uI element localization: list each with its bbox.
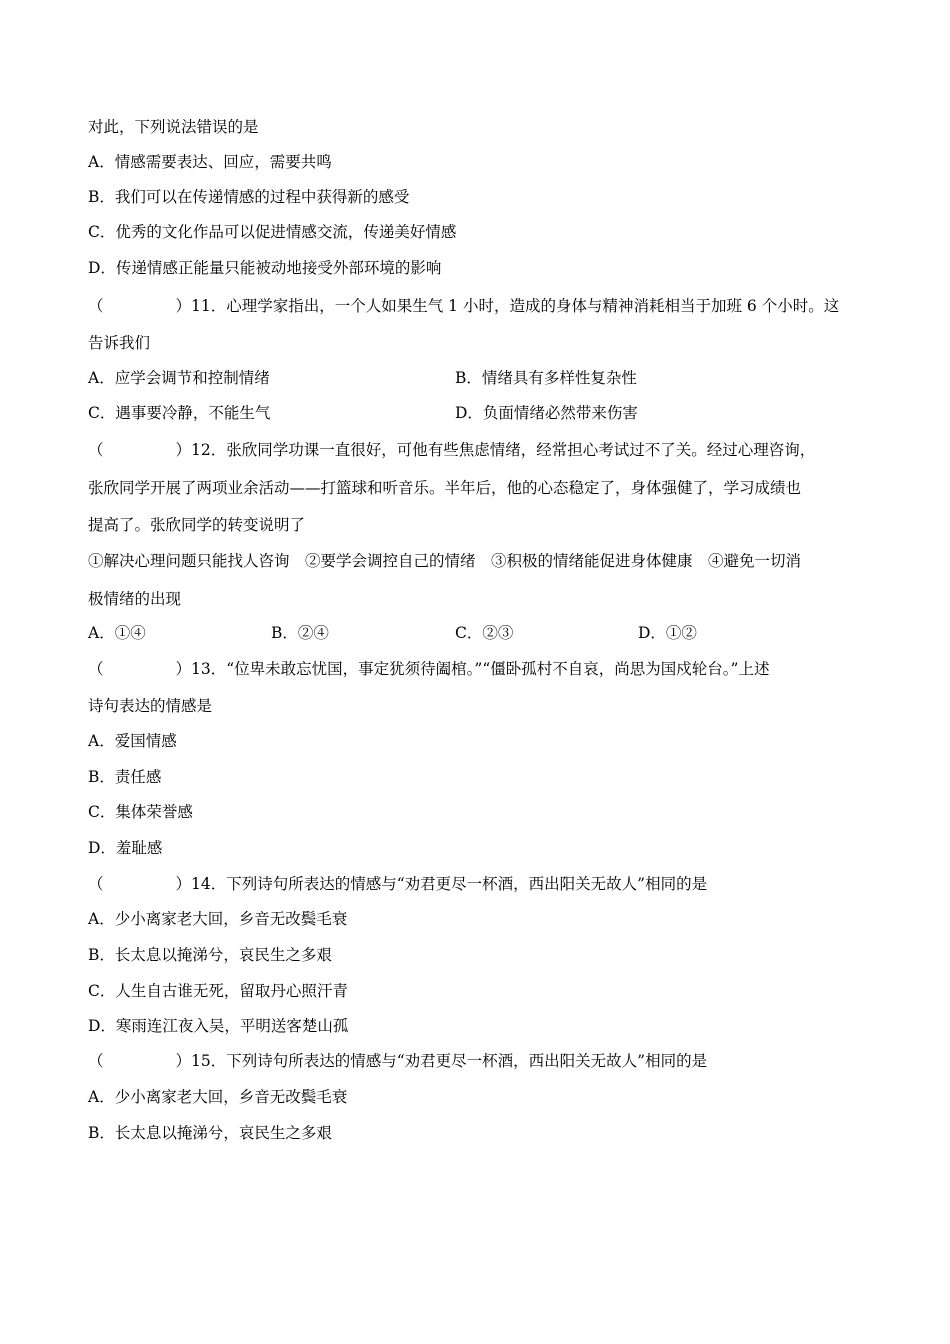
q13-answer-close: ） [175, 660, 192, 678]
q15-stem-line1 [88, 1051, 707, 1071]
q14-stem-line1 [88, 874, 707, 894]
q15-option-b: B．长太息以掩涕兮，哀民生之多艰 [88, 1124, 332, 1142]
q12-option-a: A．①④ [88, 624, 146, 642]
q12-option-d: D．①② [638, 624, 697, 642]
q14-option-d: D．寒雨连江夜入吴，平明送客楚山孤 [88, 1017, 349, 1035]
q10-stem-tail: 对此，下列说法错误的是 [88, 118, 259, 136]
q11-option-d: D．负面情绪必然带来伤害 [455, 404, 638, 422]
q15-stem-text: 15．下列诗句所表达的情感与“劝君更尽一杯酒，西出阳关无故人”相同的是 [191, 1052, 708, 1070]
q12-stem-text: 12．张欣同学功课一直很好，可他有些焦虑情绪，经常担心考试过不了关。经过心理咨询， [191, 441, 816, 459]
q12-answer-close: ） [175, 441, 192, 459]
q13-option-b: B．责任感 [88, 768, 162, 786]
q13-stem-text: 13．“位卑未敢忘忧国，事定犹须待阖棺。”“僵卧孤村不自哀，尚思为国戍轮台。”上述 [191, 660, 770, 678]
q14-option-c: C．人生自古谁无死，留取丹心照汗青 [88, 982, 348, 1000]
q12-stem-line1 [88, 440, 815, 460]
q12-option-c: C．②③ [455, 624, 514, 642]
q14-answer-close: ） [175, 875, 192, 893]
q12-statements-line2: 极情绪的出现 [88, 590, 182, 608]
q12-option-b: B．②④ [271, 624, 329, 642]
q10-option-d: D．传递情感正能量只能被动地接受外部环境的影响 [88, 259, 442, 277]
q10-option-c: C．优秀的文化作品可以促进情感交流，传递美好情感 [88, 223, 457, 241]
q15-answer-close: ） [175, 1052, 192, 1070]
q13-option-c: C．集体荣誉感 [88, 803, 193, 821]
q10-option-b: B．我们可以在传递情感的过程中获得新的感受 [88, 188, 410, 206]
q13-stem-line2: 诗句表达的情感是 [88, 697, 213, 715]
q14-option-a: A．少小离家老大回，乡音无改鬓毛衰 [88, 910, 348, 928]
q11-answer-open: （ [88, 297, 104, 315]
q11-stem-line2: 告诉我们 [88, 334, 151, 352]
q14-answer-open: （ [88, 875, 104, 893]
q15-option-a: A．少小离家老大回，乡音无改鬓毛衰 [88, 1088, 348, 1106]
q11-option-a: A．应学会调节和控制情绪 [88, 369, 270, 387]
q15-answer-open: （ [88, 1052, 104, 1070]
q14-option-b: B．长太息以掩涕兮，哀民生之多艰 [88, 946, 332, 964]
q11-answer-close: ） [175, 297, 192, 315]
q14-stem-text: 14．下列诗句所表达的情感与“劝君更尽一杯酒，西出阳关无故人”相同的是 [191, 875, 708, 893]
q12-statements-line1: ①解决心理问题只能找人咨询 ②要学会调控自己的情绪 ③积极的情绪能促进身体健康 ④避免一切消 [88, 552, 802, 570]
q13-option-d: D．羞耻感 [88, 839, 163, 857]
q12-stem-line3: 提高了。张欣同学的转变说明了 [88, 516, 306, 534]
q11-option-b: B．情绪具有多样性复杂性 [455, 369, 637, 387]
q11-stem-text: 11．心理学家指出，一个人如果生气 1 小时，造成的身体与精神消耗相当于加班 6 个小时。这 [191, 297, 840, 315]
q13-stem-line1 [88, 659, 769, 679]
q13-option-a: A．爱国情感 [88, 732, 177, 750]
q12-answer-open: （ [88, 441, 104, 459]
q10-option-a: A．情感需要表达、回应，需要共鸣 [88, 153, 332, 171]
q13-answer-open: （ [88, 660, 104, 678]
q12-stem-line2: 张欣同学开展了两项业余活动——打篮球和听音乐。半年后，他的心态稳定了，身体强健了，学习成绩也 [88, 479, 802, 497]
q11-stem-line1 [88, 296, 839, 316]
q11-option-c: C．遇事要冷静，不能生气 [88, 404, 271, 422]
